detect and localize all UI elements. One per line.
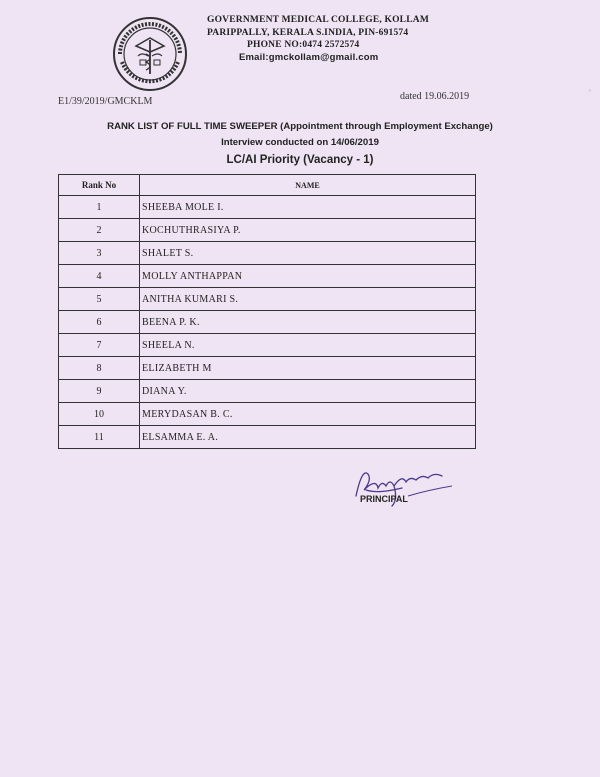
document-subtitle: Interview conducted on 14/06/2019 bbox=[221, 137, 379, 148]
rank-cell: 1 bbox=[59, 196, 140, 219]
rank-cell: 5 bbox=[59, 288, 140, 311]
table-row bbox=[59, 357, 476, 380]
rank-cell: 4 bbox=[59, 265, 140, 288]
table-row bbox=[59, 288, 476, 311]
college-phone: PHONE NO:0474 2572574 bbox=[247, 40, 360, 50]
college-seal-icon bbox=[112, 16, 188, 92]
name-cell: MERYDASAN B. C. bbox=[140, 403, 476, 426]
letterhead bbox=[207, 14, 467, 64]
table-row bbox=[59, 242, 476, 265]
rank-cell: 3 bbox=[59, 242, 140, 265]
table-row bbox=[59, 196, 476, 219]
name-cell: ELSAMMA E. A. bbox=[140, 426, 476, 449]
name-cell: ANITHA KUMARI S. bbox=[140, 288, 476, 311]
college-email: Email:gmckollam@gmail.com bbox=[239, 51, 379, 63]
college-address: PARIPPALLY, KERALA S.INDIA, PIN-691574 bbox=[207, 27, 409, 38]
name-cell: SHEELA N. bbox=[140, 334, 476, 357]
table-row bbox=[59, 334, 476, 357]
column-header-rank: Rank No bbox=[59, 175, 140, 196]
signatory-title: PRINCIPAL bbox=[360, 494, 408, 504]
table-row bbox=[59, 219, 476, 242]
rank-cell: 6 bbox=[59, 311, 140, 334]
principal-signature bbox=[348, 460, 458, 512]
table-row bbox=[59, 380, 476, 403]
reference-number: E1/39/2019/GMCKLM bbox=[58, 96, 153, 107]
table-header-row bbox=[59, 175, 476, 196]
name-cell: DIANA Y. bbox=[140, 380, 476, 403]
document-title: RANK LIST OF FULL TIME SWEEPER (Appointment through Employment Exchange) bbox=[107, 121, 493, 132]
rank-cell: 8 bbox=[59, 357, 140, 380]
table-row bbox=[59, 311, 476, 334]
rank-cell: 2 bbox=[59, 219, 140, 242]
rank-cell: 11 bbox=[59, 426, 140, 449]
name-cell: ELIZABETH M bbox=[140, 357, 476, 380]
name-cell: SHEEBA MOLE I. bbox=[140, 196, 476, 219]
table-row bbox=[59, 426, 476, 449]
name-cell: KOCHUTHRASIYA P. bbox=[140, 219, 476, 242]
rank-cell: 9 bbox=[59, 380, 140, 403]
rank-cell: 10 bbox=[59, 403, 140, 426]
name-cell: SHALET S. bbox=[140, 242, 476, 265]
margin-mark: " bbox=[588, 88, 592, 98]
table-row bbox=[59, 265, 476, 288]
college-name: GOVERNMENT MEDICAL COLLEGE, KOLLAM bbox=[207, 15, 429, 25]
rank-cell: 7 bbox=[59, 334, 140, 357]
column-header-name: NAME bbox=[140, 175, 476, 196]
table-row bbox=[59, 403, 476, 426]
priority-heading: LC/AI Priority (Vacancy - 1) bbox=[226, 154, 374, 166]
rank-list-table bbox=[58, 174, 476, 449]
name-cell: BEENA P. K. bbox=[140, 311, 476, 334]
document-date: dated 19.06.2019 bbox=[400, 91, 470, 102]
name-cell: MOLLY ANTHAPPAN bbox=[140, 265, 476, 288]
